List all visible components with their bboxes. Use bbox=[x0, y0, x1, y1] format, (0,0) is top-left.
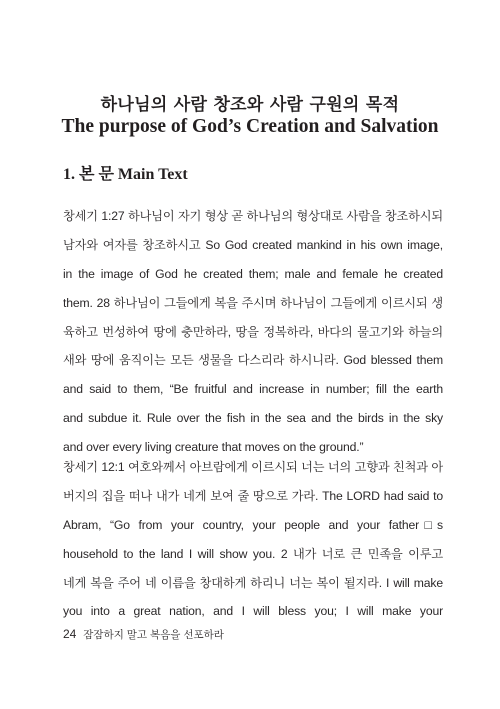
scripture-paragraph-genesis-12 bbox=[63, 457, 443, 630]
text-line: 남자와 여자를 창조하시고 So God created mankind in his own image, bbox=[63, 237, 443, 252]
text-line: 새와 땅에 움직이는 모든 생물을 다스리라 하시니라. God blessed them bbox=[63, 353, 443, 368]
page-footer bbox=[63, 627, 224, 642]
text-line: them. 28 하나님이 그들에게 복을 주시며 하나님이 그들에게 이르시되 생 bbox=[63, 295, 443, 310]
text-line: you into a great nation, and I will bless you; I will make your bbox=[63, 604, 443, 619]
page-title-korean: 하나님의 사람 창조와 사람 구원의 목적 bbox=[100, 95, 400, 115]
page-title-english: The purpose of God’s Creation and Salvation bbox=[61, 116, 439, 137]
scripture-paragraph-genesis-1 bbox=[63, 206, 443, 466]
text-line: household to the land I will show you. 2 내가 너로 큰 민족을 이루고 bbox=[63, 546, 443, 561]
text-line: 창세기 12:1 여호와께서 아브람에게 이르시되 너는 너의 고향과 친척과 아 bbox=[63, 460, 443, 474]
text-line: and subdue it. Rule over the fish in the sea and the birds in the sky bbox=[63, 411, 443, 426]
text-line: 버지의 집을 떠나 내가 네게 보여 줄 땅으로 가라. The LORD had said to bbox=[63, 488, 443, 503]
text-line: Abram, “Go from your country, your people and your father□s bbox=[63, 517, 443, 532]
text-line: 네게 복을 주어 네 이름을 창대하게 하리니 너는 복이 될지라. I will make bbox=[63, 575, 443, 590]
text-line: 육하고 번성하여 땅에 충만하라, 땅을 정복하라, 바다의 물고기와 하늘의 bbox=[63, 324, 443, 339]
text-line: in the image of God he created them; male and female he created bbox=[63, 266, 443, 281]
section-heading: 1. 본 문 Main Text bbox=[63, 166, 188, 183]
text-line: and said to them, “Be fruitful and increase in number; fill the earth bbox=[63, 382, 443, 397]
text-line: and over every living creature that moves on the ground.” bbox=[63, 440, 364, 455]
page-number: 24 bbox=[63, 627, 77, 641]
running-title: 잠잠하지 말고 복음을 선포하라 bbox=[83, 629, 224, 641]
text-line: 창세기 1:27 하나님이 자기 형상 곧 하나님의 형상대로 사람을 창조하시되 bbox=[63, 209, 443, 223]
